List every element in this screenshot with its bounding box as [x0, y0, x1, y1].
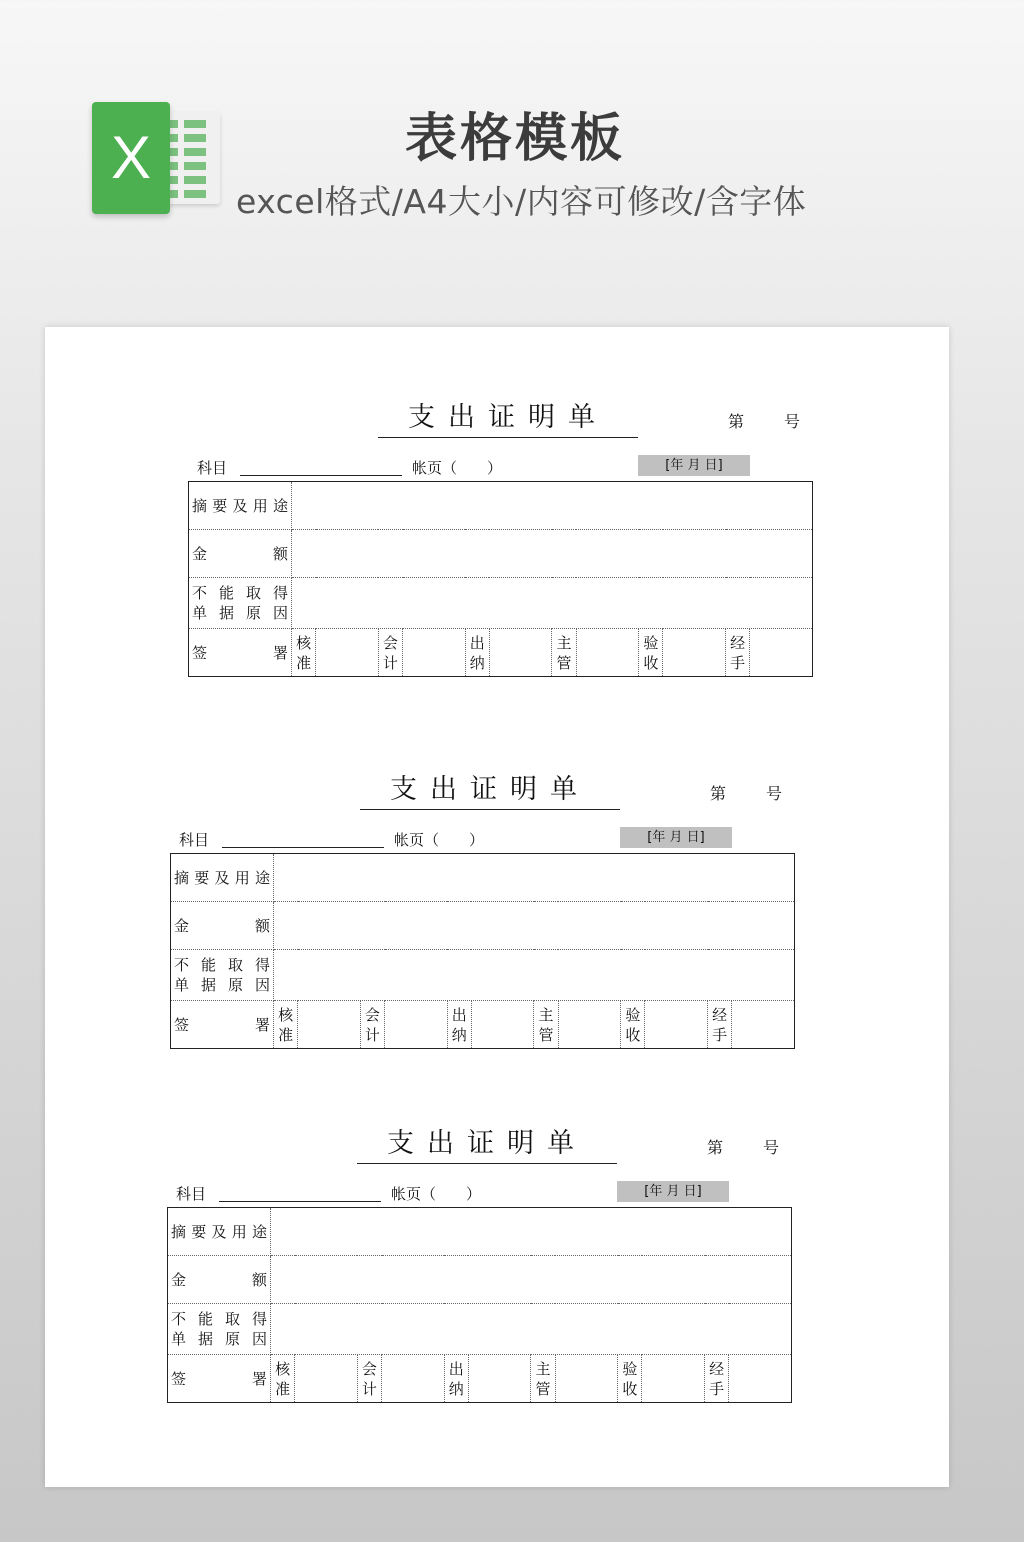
form-title: 支出证明单	[357, 1129, 617, 1164]
sig-cashier-input[interactable]	[471, 1001, 534, 1049]
sig-approve-input[interactable]	[298, 1001, 361, 1049]
reason-label: 不 能 取 得 单 据 原 因	[171, 950, 274, 1001]
form-title: 支出证明单	[360, 775, 620, 810]
serial-prefix: 第	[710, 784, 727, 803]
amount-input[interactable]	[291, 530, 812, 578]
reason-label: 不 能 取 得 单 据 原 因	[189, 578, 292, 629]
sig-manager-label: 主 管	[531, 1355, 555, 1403]
sig-cashier-input[interactable]	[468, 1355, 531, 1403]
summary-input[interactable]	[270, 1208, 791, 1256]
serial-suffix: 号	[766, 784, 783, 803]
table-row	[171, 950, 795, 1001]
table-row	[168, 1355, 792, 1403]
sig-manager-input[interactable]	[555, 1355, 618, 1403]
reason-input[interactable]	[270, 1304, 791, 1355]
signature-label: 签 署	[189, 629, 292, 677]
subject-input[interactable]	[240, 475, 402, 476]
amount-label: 金 额	[171, 902, 274, 950]
form-block-3	[167, 1129, 797, 1419]
sig-accounting-label: 会 计	[360, 1001, 384, 1049]
form-title: 支出证明单	[378, 403, 638, 438]
amount-label: 金 额	[189, 530, 292, 578]
form-table	[188, 481, 813, 677]
meta-row	[167, 1181, 797, 1205]
reason-input[interactable]	[273, 950, 794, 1001]
page-title: 表格模板	[404, 109, 625, 169]
date-field[interactable]: [年 月 日]	[620, 827, 732, 848]
excel-badge: X	[92, 102, 170, 214]
sig-check-label: 验 收	[621, 1001, 645, 1049]
sig-cashier-label: 出 纳	[465, 629, 489, 677]
sig-check-input[interactable]	[642, 1355, 705, 1403]
serial-prefix: 第	[728, 412, 745, 431]
sig-approve-label: 核 准	[291, 629, 315, 677]
subject-input[interactable]	[222, 847, 384, 848]
date-field[interactable]: [年 月 日]	[638, 455, 750, 476]
sig-manager-label: 主 管	[534, 1001, 558, 1049]
form-table	[170, 853, 795, 1049]
ledger-label: 帐页（ ）	[391, 1185, 482, 1203]
table-row	[168, 1304, 792, 1355]
form-block-1	[188, 403, 818, 693]
sig-cashier-label: 出 纳	[447, 1001, 471, 1049]
sig-handler-label: 经 手	[726, 629, 750, 677]
form-table	[167, 1207, 792, 1403]
table-row	[171, 1001, 795, 1049]
date-field[interactable]: [年 月 日]	[617, 1181, 729, 1202]
subject-label: 科目	[176, 1185, 207, 1203]
summary-input[interactable]	[273, 854, 794, 902]
sig-accounting-input[interactable]	[382, 1355, 445, 1403]
sig-approve-label: 核 准	[270, 1355, 294, 1403]
table-row	[189, 482, 813, 530]
signature-label: 签 署	[168, 1355, 271, 1403]
amount-input[interactable]	[273, 902, 794, 950]
sig-check-label: 验 收	[618, 1355, 642, 1403]
table-row	[189, 578, 813, 629]
summary-label: 摘 要 及 用 途	[189, 482, 292, 530]
sig-check-label: 验 收	[639, 629, 663, 677]
ledger-label: 帐页（ ）	[412, 459, 503, 477]
amount-input[interactable]	[270, 1256, 791, 1304]
sig-accounting-input[interactable]	[385, 1001, 448, 1049]
table-row	[171, 854, 795, 902]
amount-label: 金 额	[168, 1256, 271, 1304]
sig-approve-input[interactable]	[295, 1355, 358, 1403]
table-row	[171, 902, 795, 950]
summary-label: 摘 要 及 用 途	[168, 1208, 271, 1256]
summary-label: 摘 要 及 用 途	[171, 854, 274, 902]
table-row	[168, 1208, 792, 1256]
table-row	[168, 1256, 792, 1304]
serial-suffix: 号	[784, 412, 801, 431]
sig-accounting-input[interactable]	[403, 629, 466, 677]
sig-handler-input[interactable]	[729, 1355, 792, 1403]
reason-label: 不 能 取 得 单 据 原 因	[168, 1304, 271, 1355]
sig-handler-input[interactable]	[732, 1001, 795, 1049]
serial-prefix: 第	[707, 1138, 724, 1157]
sig-approve-input[interactable]	[316, 629, 379, 677]
sig-manager-label: 主 管	[552, 629, 576, 677]
sig-manager-input[interactable]	[558, 1001, 621, 1049]
signature-label: 签 署	[171, 1001, 274, 1049]
sig-accounting-label: 会 计	[378, 629, 402, 677]
meta-row	[188, 455, 818, 479]
subject-label: 科目	[197, 459, 228, 477]
meta-row	[170, 827, 800, 851]
ledger-label: 帐页（ ）	[394, 831, 485, 849]
serial-suffix: 号	[763, 1138, 780, 1157]
reason-input[interactable]	[291, 578, 812, 629]
sig-check-input[interactable]	[663, 629, 726, 677]
sig-accounting-label: 会 计	[357, 1355, 381, 1403]
serial-number	[710, 781, 782, 804]
paper-sheet	[45, 327, 949, 1487]
sig-cashier-input[interactable]	[489, 629, 552, 677]
table-row	[189, 530, 813, 578]
sig-manager-input[interactable]	[576, 629, 639, 677]
sig-handler-input[interactable]	[750, 629, 813, 677]
table-row	[189, 629, 813, 677]
sig-approve-label: 核 准	[273, 1001, 297, 1049]
subject-input[interactable]	[219, 1201, 381, 1202]
sig-handler-label: 经 手	[708, 1001, 732, 1049]
serial-number	[728, 409, 800, 432]
sig-check-input[interactable]	[645, 1001, 708, 1049]
page-subtitle: excel格式/A4大小/内容可修改/含字体	[236, 182, 807, 221]
summary-input[interactable]	[291, 482, 812, 530]
sig-handler-label: 经 手	[705, 1355, 729, 1403]
subject-label: 科目	[179, 831, 210, 849]
serial-number	[707, 1135, 779, 1158]
sig-cashier-label: 出 纳	[444, 1355, 468, 1403]
form-block-2	[170, 775, 800, 1065]
